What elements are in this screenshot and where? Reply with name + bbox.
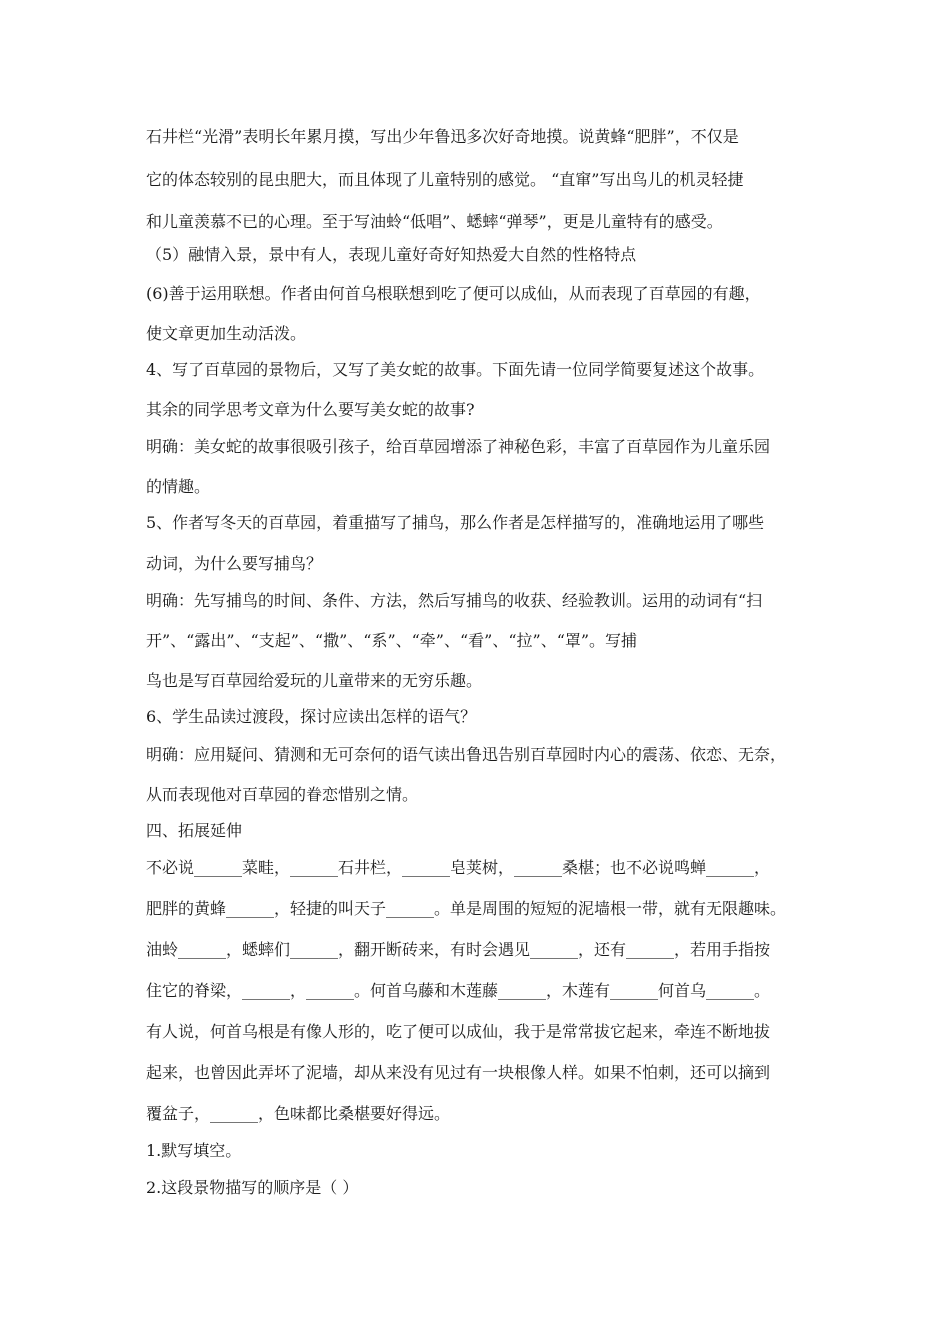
section-heading: 四、拓展延伸: [146, 821, 243, 840]
text-line: 6、学生品读过渡段，探讨应读出怎样的语气？: [146, 707, 477, 726]
text-line: (6)善于运用联想。作者由何首乌根联想到吃了便可以成仙，从而表现了百草园的有趣，: [146, 284, 761, 303]
text-line: 和儿童羡慕不已的心理。至于写油蛉“低唱”、蟋蟀“弹琴”，更是儿童特有的感受。: [146, 212, 723, 231]
text-line: 动词，为什么要写捕鸟？: [146, 554, 323, 573]
text-line: 其余的同学思考文章为什么要写美女蛇的故事?: [146, 400, 475, 419]
text-line: 5、作者写冬天的百草园，着重描写了捕鸟，那么作者是怎样描写的，准确地运用了哪些: [146, 513, 765, 532]
text-line: 起来，也曾因此弄坏了泥墙，却从来没有见过有一块根像人样。如果不怕刺，还可以摘到: [146, 1063, 771, 1082]
text-line: 鸟也是写百草园给爱玩的儿童带来的无穷乐趣。: [146, 671, 483, 690]
text-line: 肥胖的黄蜂______，轻捷的叫天子______。单是周围的短短的泥墙根一带，就有无限趣味。: [146, 899, 787, 918]
text-line: 4、写了百草园的景物后，又写了美女蛇的故事。下面先请一位同学简要复述这个故事。: [146, 360, 765, 379]
text-line: 开”、“露出”、“支起”、“撒”、“系”、“牵”、“看”、“拉”、“罩”。写捕: [146, 631, 638, 650]
text-line: 从而表现他对百草园的眷恋惜别之情。: [146, 785, 419, 804]
text-line: 覆盆子，______，色味都比桑椹要好得远。: [146, 1104, 451, 1123]
text-line: 石井栏“光滑”表明长年累月摸，写出少年鲁迅多次好奇地摸。说黄蜂“肥胖”，不仅是: [146, 127, 739, 146]
text-line: 油蛉______，蟋蟀们______，翻开断砖来，有时会遇见______，还有______，若用手指按: [146, 940, 771, 959]
text-line: 2.这段景物描写的顺序是（ ）: [146, 1178, 359, 1197]
text-line: 它的体态较别的昆虫肥大，而且体现了儿童特别的感觉。 “直窜”写出鸟儿的机灵轻捷: [146, 170, 744, 189]
text-line: 明确：美女蛇的故事很吸引孩子，给百草园增添了神秘色彩，丰富了百草园作为儿童乐园: [146, 437, 771, 456]
text-line: 的情趣。: [146, 477, 211, 496]
text-line: 有人说，何首乌根是有像人形的，吃了便可以成仙，我于是常常拔它起来，牵连不断地拔: [146, 1022, 771, 1041]
text-line: 住它的脊梁，______，______。何首乌藤和木莲藤______，木莲有______何首乌______。: [146, 981, 771, 1000]
text-line: 明确：应用疑问、猜测和无可奈何的语气读出鲁迅告别百草园时内心的震荡、依恋、无奈，: [146, 745, 787, 764]
text-line: 1.默写填空。: [146, 1141, 242, 1160]
text-line: 使文章更加生动活泼。: [146, 324, 307, 343]
text-line: 明确：先写捕鸟的时间、条件、方法，然后写捕鸟的收获、经验教训。运用的动词有“扫: [146, 591, 763, 610]
text-line: 不必说______菜畦，______石井栏，______皂荚树，______桑椹；也不必说鸣蝉______，: [146, 858, 771, 877]
text-line: （5）融情入景，景中有人，表现儿童好奇好知热爱大自然的性格特点: [146, 245, 637, 264]
